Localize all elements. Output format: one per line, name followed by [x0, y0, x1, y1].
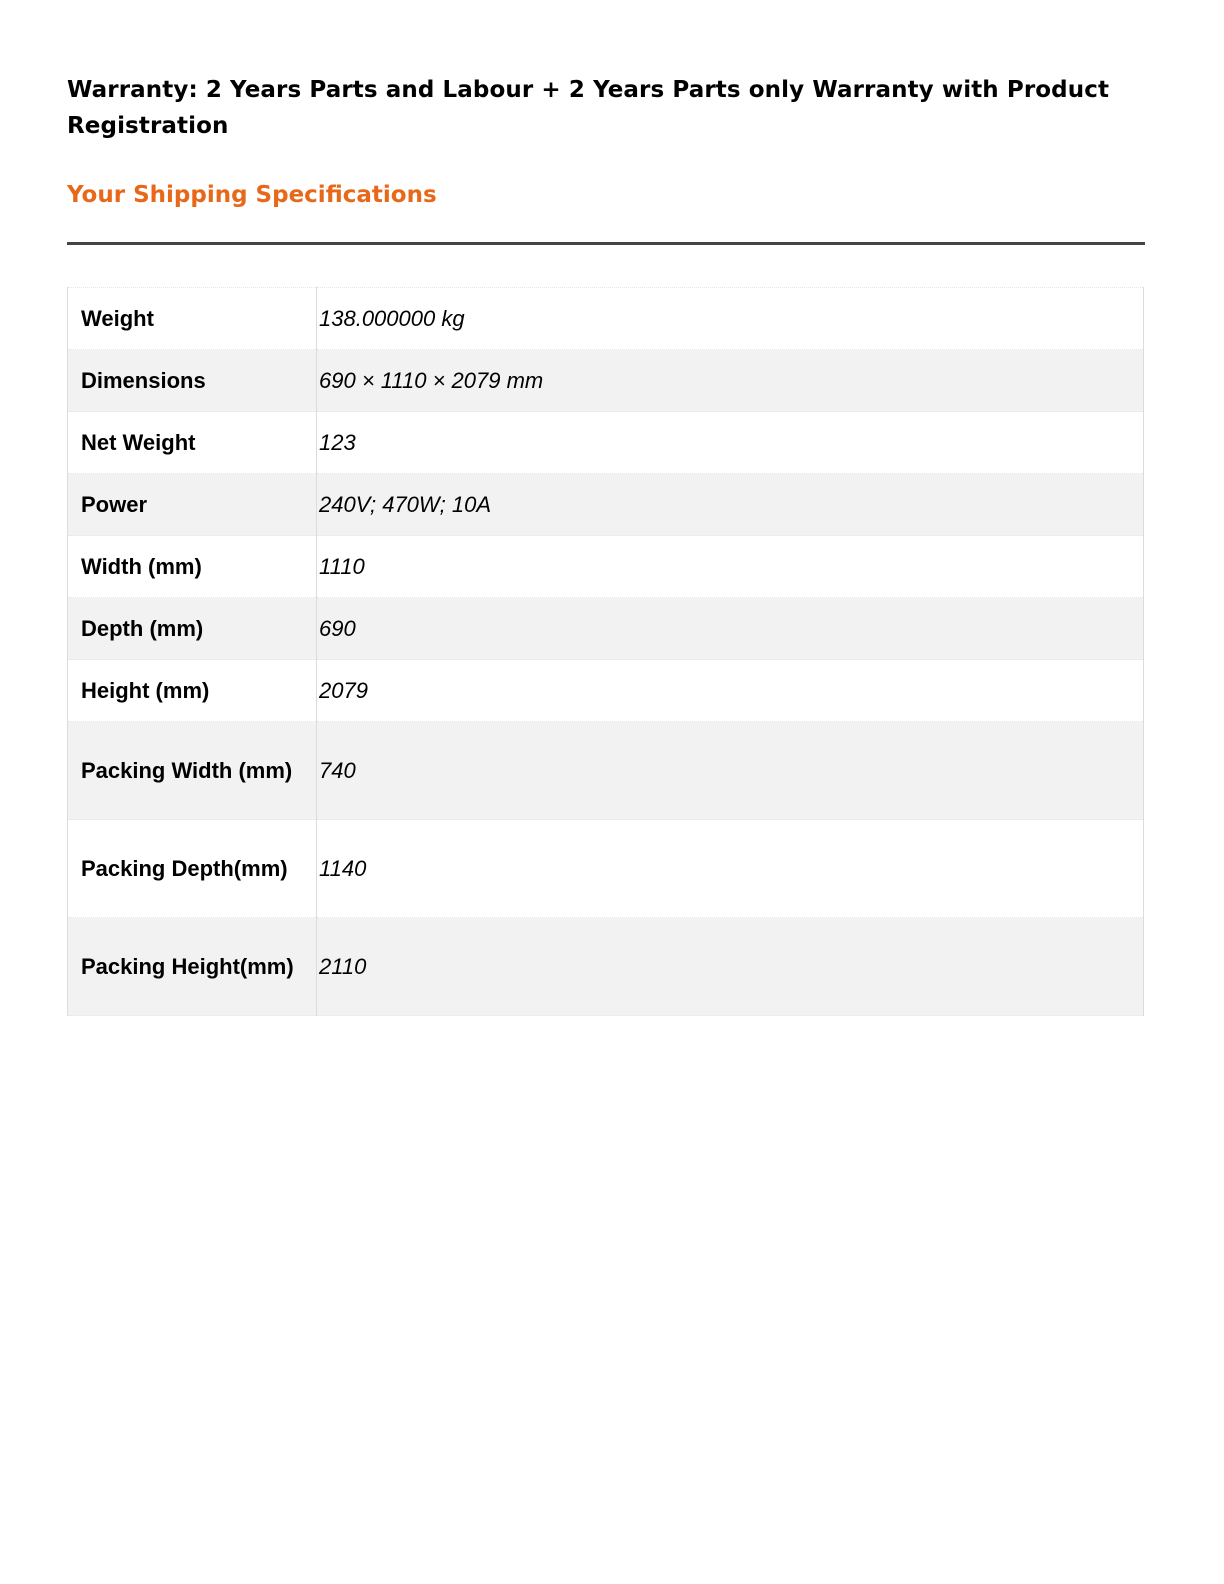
spec-label: Width (mm) [68, 536, 317, 598]
spec-label: Depth (mm) [68, 598, 317, 660]
spec-label: Net Weight [68, 412, 317, 474]
spec-value: 2110 [317, 918, 1144, 1016]
spec-value: 123 [317, 412, 1144, 474]
spec-value: 138.000000 kg [317, 288, 1144, 350]
table-row [68, 474, 1144, 536]
spec-value: 240V; 470W; 10A [317, 474, 1144, 536]
divider [67, 242, 1145, 245]
table-row [68, 350, 1144, 412]
spec-label: Packing Depth(mm) [68, 820, 317, 918]
table-row [68, 598, 1144, 660]
table-row [68, 722, 1144, 820]
table-row [68, 412, 1144, 474]
warranty-text: Warranty: 2 Years Parts and Labour + 2 Years Parts only Warranty with Product Registration [67, 77, 1110, 139]
table-row [68, 536, 1144, 598]
page-content [67, 0, 1145, 1016]
spec-value: 1110 [317, 536, 1144, 598]
spec-value: 1140 [317, 820, 1144, 918]
spec-value: 690 [317, 598, 1144, 660]
spec-value: 2079 [317, 660, 1144, 722]
spec-value: 690 × 1110 × 2079 mm [317, 350, 1144, 412]
table-row [68, 820, 1144, 918]
spec-table [67, 287, 1144, 1016]
spec-label: Packing Width (mm) [68, 722, 317, 820]
spec-label: Weight [68, 288, 317, 350]
section-title: Your Shipping Specifications [67, 182, 437, 208]
spec-label: Power [68, 474, 317, 536]
spec-label: Dimensions [68, 350, 317, 412]
table-row [68, 918, 1144, 1016]
table-row [68, 660, 1144, 722]
table-row [68, 288, 1144, 350]
spec-label: Height (mm) [68, 660, 317, 722]
spec-label: Packing Height(mm) [68, 918, 317, 1016]
spec-value: 740 [317, 722, 1144, 820]
